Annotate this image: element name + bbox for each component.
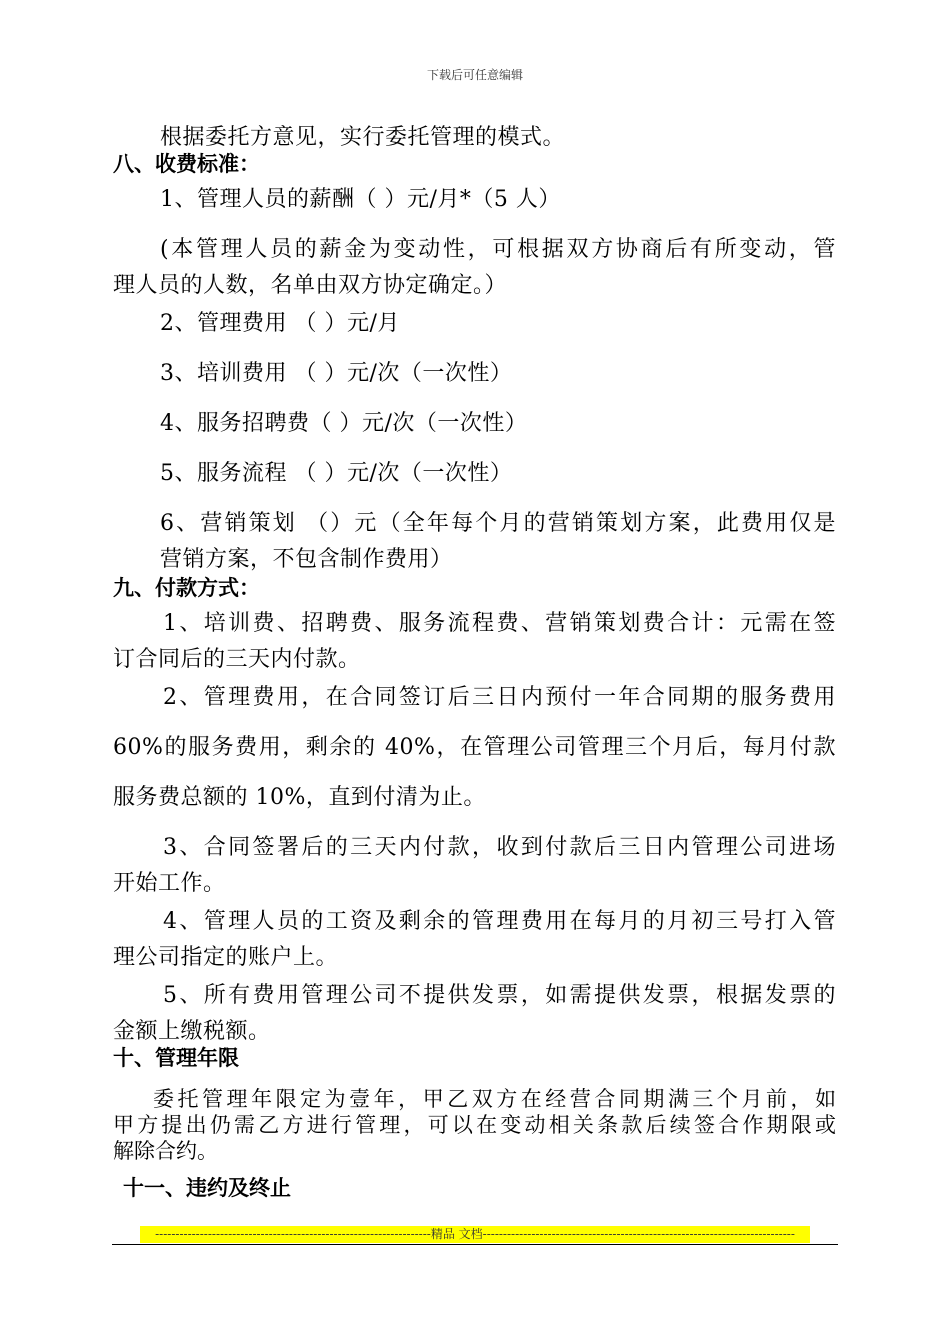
payment-p2-line-2: 60%的服务费用，剩余的 40%，在管理公司管理三个月后，每月付款 [113,735,836,760]
section-10-title: 十、管理年限 [113,1046,239,1070]
footer-highlight: --------------------------------------------------------------------精品 文档----------------------------------------------------------------------------- [140,1226,810,1243]
payment-p2-line-3: 服务费总额的 10%，直到付清为止。 [113,785,486,810]
fee-note-line-1: (本管理人员的薪金为变动性，可根据双方协商后有所变动，管 [160,237,836,262]
fee-item-6-line-2: 营销方案，不包含制作费用） [160,547,453,572]
term-line-3: 解除合约。 [113,1139,218,1163]
header-note: 下载后可任意编辑 [426,68,523,82]
term-line-1: 委托管理年限定为壹年，甲乙双方在经营合同期满三个月前，如 [153,1087,836,1111]
fee-item-3: 3、培训费用 （ ）元/次（一次性） [160,361,513,386]
payment-p4-line-1: 4、管理人员的工资及剩余的管理费用在每月的月初三号打入管 [163,909,836,934]
intro-text: 根据委托方意见，实行委托管理的模式。 [160,125,566,150]
fee-item-2: 2、管理费用 （ ）元/月 [160,311,400,336]
payment-p3-line-1: 3、合同签署后的三天内付款，收到付款后三日内管理公司进场 [163,835,836,860]
section-11-title: 十一、违约及终止 [123,1176,291,1200]
fee-item-4: 4、服务招聘费（ ）元/次（一次性） [160,411,528,436]
fee-item-1: 1、管理人员的薪酬（ ）元/月*（5 人） [160,187,561,212]
fee-note-line-2: 理人员的人数，名单由双方协定确定。） [113,273,508,298]
payment-p5-line-1: 5、所有费用管理公司不提供发票，如需提供发票，根据发票的 [163,983,836,1008]
payment-p3-line-2: 开始工作。 [113,871,226,896]
fee-item-5: 5、服务流程 （ ）元/次（一次性） [160,461,513,486]
section-8-title: 八、收费标准： [113,152,260,176]
payment-p1-line-1: 1、培训费、招聘费、服务流程费、营销策划费合计：元需在签 [163,611,836,636]
payment-p1-line-2: 订合同后的三天内付款。 [113,647,361,672]
fee-item-6-line-1: 6、营销策划 （）元（全年每个月的营销策划方案，此费用仅是 [160,511,836,536]
section-9-title: 九、付款方式： [113,576,260,600]
payment-p2-line-1: 2、管理费用，在合同签订后三日内预付一年合同期的服务费用 [163,685,836,710]
footer-divider [112,1244,838,1245]
term-line-2: 甲方提出仍需乙方进行管理，可以在变动相关条款后续签合作期限或 [113,1113,836,1137]
payment-p4-line-2: 理公司指定的账户上。 [113,945,339,970]
payment-p5-line-2: 金额上缴税额。 [113,1019,271,1044]
